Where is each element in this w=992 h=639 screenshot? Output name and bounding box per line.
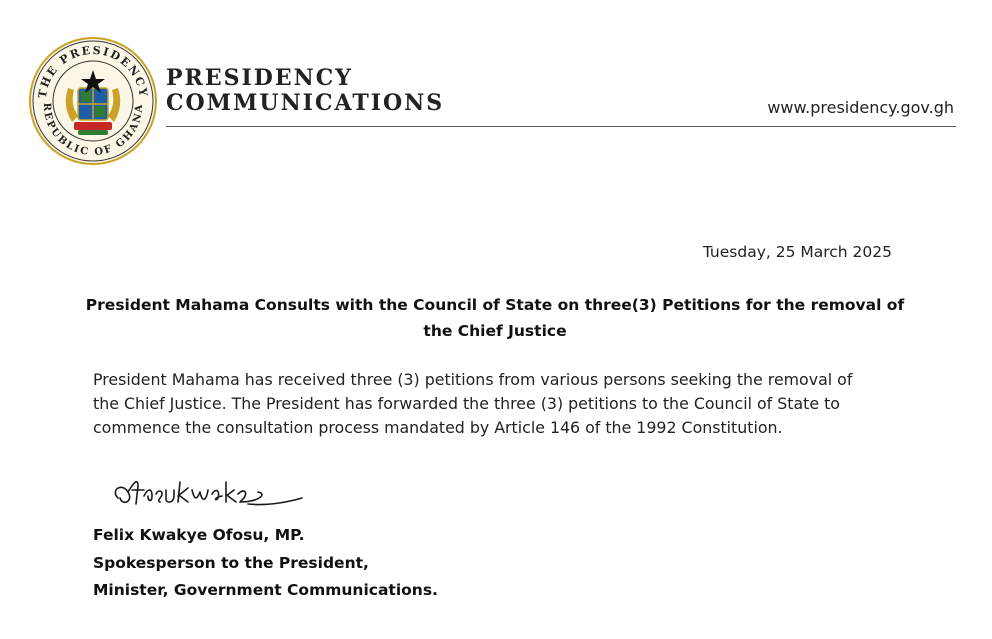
- signatory-title2: Minister, Government Communications.: [93, 581, 438, 599]
- body-paragraph: [93, 368, 903, 440]
- signatory-title1: Spokesperson to the President,: [93, 553, 369, 572]
- signoff-block: [93, 522, 438, 605]
- seal-text-bottom: REPUBLIC OF GHANA: [40, 102, 146, 159]
- document-date: Tuesday, 25 March 2025: [702, 243, 892, 261]
- website-url: www.presidency.gov.gh: [767, 98, 954, 117]
- headline-line2: the Chief Justice: [423, 322, 567, 340]
- handwritten-signature: [108, 468, 308, 518]
- org-name-line1: PRESIDENCY: [166, 65, 353, 91]
- body-line3: commence the consultation process mandated by Article 146 of the 1992 Constitution.: [93, 418, 783, 437]
- headline-line1: President Mahama Consults with the Council of State on three(3) Petitions for the removal of: [85, 296, 905, 314]
- body-line2: the Chief Justice. The President has forwarded the three (3) petitions to the Council of State to: [93, 394, 840, 413]
- signatory-name: Felix Kwakye Ofosu, MP.: [93, 526, 305, 544]
- body-line1: President Mahama has received three (3) petitions from various persons seeking the removal of: [93, 370, 853, 389]
- headline: [80, 292, 910, 344]
- header-divider: [166, 126, 956, 127]
- org-name-line2: COMMUNICATIONS: [166, 90, 445, 116]
- seal-text-top: THE PRESIDENCY: [35, 43, 151, 99]
- organization-name: [166, 66, 444, 116]
- presidency-seal-logo: [28, 36, 158, 166]
